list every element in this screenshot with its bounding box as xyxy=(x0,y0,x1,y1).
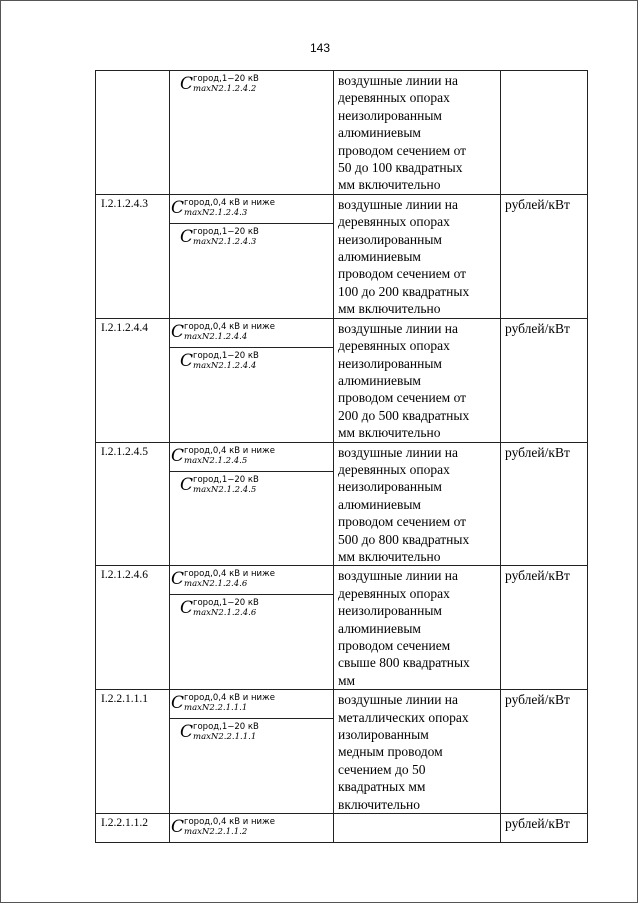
description-line: неизолированным xyxy=(338,479,442,495)
formula-subscript: maxN2.2.1.1.1 xyxy=(184,703,248,714)
formula-superscript: город,0,4 кВ и ниже xyxy=(184,321,275,332)
formula-symbol: C xyxy=(180,598,194,619)
formula-subscript: maxN2.1.2.4.4 xyxy=(193,360,257,371)
formula xyxy=(170,443,333,471)
description-line: 200 до 500 квадратных xyxy=(338,407,470,423)
description-line: алюминиевым xyxy=(338,496,421,512)
row-code: I.2.2.1.1.2 xyxy=(96,814,170,843)
formula-subscript: maxN2.1.2.4.6 xyxy=(193,608,257,619)
formula-symbol: C xyxy=(171,197,185,218)
formula xyxy=(170,594,333,622)
row-code xyxy=(96,71,170,195)
description-line: свыше 800 квадратных xyxy=(338,655,470,671)
formula-symbol: C xyxy=(171,693,185,714)
table-row xyxy=(96,690,588,814)
description-line: мм включительно xyxy=(338,177,441,193)
description-line: включительно xyxy=(338,796,421,812)
formula xyxy=(170,814,333,842)
formula-superscript: город,0,4 кВ и ниже xyxy=(184,197,275,208)
formula-symbol: C xyxy=(171,445,185,466)
description-line: воздушные линии на xyxy=(338,73,459,88)
description-line: деревянных опорах xyxy=(338,90,450,106)
description-line: проводом сечением xyxy=(338,638,451,653)
formula-superscript: город,1−20 кВ xyxy=(193,598,259,609)
description-line: проводом сечением от xyxy=(338,266,467,282)
description-line: мм включительно xyxy=(338,548,441,564)
row-description xyxy=(334,566,501,690)
formula xyxy=(170,347,333,375)
description-line: металлических опорах xyxy=(338,709,469,725)
description-line: мм включительно xyxy=(338,425,441,441)
formula-subscript: maxN2.1.2.4.3 xyxy=(184,207,248,218)
description-line: воздушные линии на xyxy=(338,692,459,708)
table-row xyxy=(96,814,588,843)
description-line: воздушные линии на xyxy=(338,320,459,336)
tariff-table xyxy=(95,70,588,843)
description-line: 100 до 200 квадратных xyxy=(338,283,470,299)
formula-superscript: город,1−20 кВ xyxy=(193,722,259,733)
tariff-table-body xyxy=(96,71,588,843)
description-line: алюминиевым xyxy=(338,620,421,636)
row-unit: рублей/кВт xyxy=(501,814,588,843)
row-description xyxy=(334,194,501,318)
formula-subscript: maxN2.2.1.1.1 xyxy=(193,732,257,743)
description-line: проводом сечением от xyxy=(338,514,467,530)
row-formulas xyxy=(170,194,334,318)
description-line: сечением до 50 xyxy=(338,761,426,777)
description-line: медным проводом xyxy=(338,744,443,760)
description-line: алюминиевым xyxy=(338,249,421,265)
description-line: 500 до 800 квадратных xyxy=(338,531,470,547)
formula-subscript: maxN2.1.2.4.6 xyxy=(184,579,248,590)
description-line: неизолированным xyxy=(338,231,442,247)
formula-symbol: C xyxy=(171,569,185,590)
formula-symbol: C xyxy=(171,817,185,838)
formula xyxy=(170,195,333,223)
formula-superscript: город,0,4 кВ и ниже xyxy=(184,817,275,828)
description-line: 50 до 100 квадратных xyxy=(338,160,463,176)
formula xyxy=(170,690,333,718)
row-unit: рублей/кВт xyxy=(501,318,588,442)
row-formulas xyxy=(170,814,334,843)
formula-subscript: maxN2.1.2.4.2 xyxy=(193,84,257,94)
row-unit: рублей/кВт xyxy=(501,194,588,318)
description-line: неизолированным xyxy=(338,603,442,619)
description-line: изолированным xyxy=(338,727,429,743)
row-description xyxy=(334,690,501,814)
formula-subscript: maxN2.1.2.4.5 xyxy=(193,484,257,495)
description-line: воздушные линии на xyxy=(338,568,459,584)
formula-superscript: город,0,4 кВ и ниже xyxy=(184,693,275,704)
table-row xyxy=(96,442,588,566)
formula-symbol: C xyxy=(180,350,194,371)
formula-superscript: город,0,4 кВ и ниже xyxy=(184,445,275,456)
row-description xyxy=(334,71,501,195)
row-unit xyxy=(501,71,588,195)
description-line: алюминиевым xyxy=(338,125,421,141)
formula xyxy=(170,471,333,499)
formula-superscript: город,0,4 кВ и ниже xyxy=(184,569,275,580)
formula-superscript: город,1−20 кВ xyxy=(193,474,259,485)
row-formulas xyxy=(170,442,334,566)
description-line: проводом сечением от xyxy=(338,142,467,158)
row-code: I.2.2.1.1.1 xyxy=(96,690,170,814)
description-line: воздушные линии на xyxy=(338,196,459,212)
description-line: деревянных опорах xyxy=(338,585,450,601)
table-row xyxy=(96,318,588,442)
formula-subscript: maxN2.1.2.4.3 xyxy=(193,236,257,247)
description-line: неизолированным xyxy=(338,355,442,371)
row-description xyxy=(334,318,501,442)
description-line: квадратных мм xyxy=(338,779,426,795)
row-code: I.2.1.2.4.4 xyxy=(96,318,170,442)
formula xyxy=(170,718,333,746)
description-line: проводом сечением от xyxy=(338,390,467,406)
description-line: деревянных опорах xyxy=(338,461,450,477)
description-line: алюминиевым xyxy=(338,372,421,388)
table-row xyxy=(96,566,588,690)
formula xyxy=(170,319,333,347)
formula-symbol: C xyxy=(171,321,185,342)
description-line: деревянных опорах xyxy=(338,214,450,230)
row-description xyxy=(334,442,501,566)
description-line: воздушные линии на xyxy=(338,444,459,460)
description-line: мм включительно xyxy=(338,301,441,317)
formula-symbol: C xyxy=(180,722,194,743)
formula-subscript: maxN2.1.2.4.5 xyxy=(184,455,248,466)
row-description xyxy=(334,814,501,843)
row-formulas xyxy=(170,566,334,690)
row-code: I.2.1.2.4.5 xyxy=(96,442,170,566)
row-unit: рублей/кВт xyxy=(501,690,588,814)
table-row xyxy=(96,71,588,195)
row-formulas xyxy=(170,71,334,195)
description-line: деревянных опорах xyxy=(338,338,450,354)
row-code: I.2.1.2.4.6 xyxy=(96,566,170,690)
formula xyxy=(170,71,333,99)
formula-subscript: maxN2.2.1.1.2 xyxy=(184,827,248,838)
formula-superscript: город,1−20 кВ xyxy=(193,226,259,237)
formula-symbol: C xyxy=(180,474,194,495)
table-row xyxy=(96,194,588,318)
row-unit: рублей/кВт xyxy=(501,442,588,566)
formula xyxy=(170,223,333,251)
row-formulas xyxy=(170,690,334,814)
formula-superscript: город,1−20 кВ xyxy=(193,74,259,84)
formula-subscript: maxN2.1.2.4.4 xyxy=(184,331,248,342)
formula-symbol: C xyxy=(180,226,194,247)
row-unit: рублей/кВт xyxy=(501,566,588,690)
page-number: 143 xyxy=(309,41,331,55)
row-formulas xyxy=(170,318,334,442)
description-line: неизолированным xyxy=(338,107,442,123)
formula-superscript: город,1−20 кВ xyxy=(193,350,259,361)
row-code: I.2.1.2.4.3 xyxy=(96,194,170,318)
formula xyxy=(170,566,333,594)
formula-symbol: C xyxy=(180,74,194,94)
description-line: мм xyxy=(338,672,356,688)
